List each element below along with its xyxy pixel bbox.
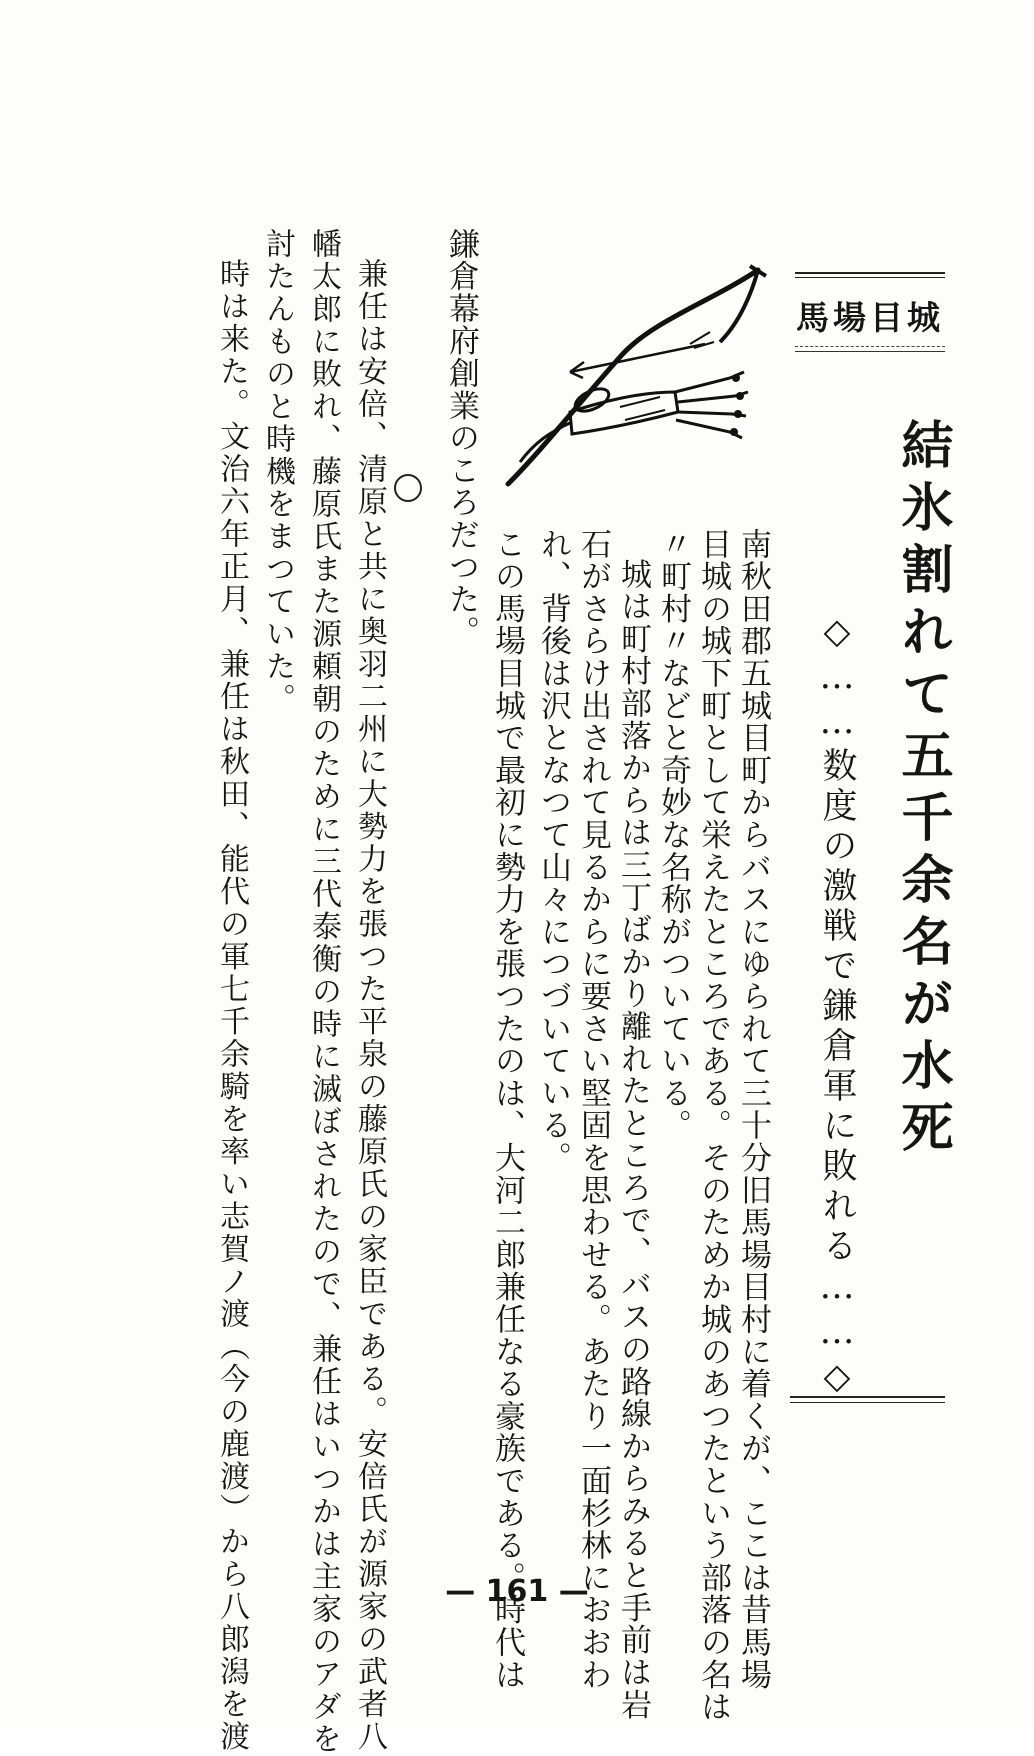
p2-line-1: この馬場目城で最初に勢力を張つたのは、大河二郎兼任なる豪族である。時代は — [489, 528, 525, 1691]
p3-line-3: 討たんものと時機をまつていた。 — [260, 228, 295, 716]
label-rule-top — [795, 272, 945, 274]
label-rule-bottom — [795, 351, 945, 352]
p3-line-4: 時は来た。文治六年正月、兼任は秋田、能代の軍七千余騎を率い志賀ノ渡（今の鹿渡）から八郎潟を渡 — [214, 258, 249, 1753]
subheadline: ◇……数度の激戦で鎌倉軍に敗れる……◇ — [817, 612, 857, 1402]
p1-line-6: れ、背後は沢となつて山々につづいている。 — [535, 528, 571, 1174]
section-label: 馬場目城 — [796, 298, 944, 337]
headline-rule-bottom — [790, 1396, 945, 1398]
arrows-illustration — [500, 262, 770, 492]
label-rule-bottom-dashed — [795, 346, 945, 347]
page-number: — 161 — — [445, 1574, 589, 1609]
section-label-box — [795, 268, 945, 356]
p1-line-2: 目城の城下町として栄えたところである。そのためか城のあつたという部落の名は — [695, 528, 731, 1724]
headline-rule-bottom-thin — [790, 1402, 945, 1403]
arrow-icon — [570, 344, 705, 372]
p3-line-2: 幡太郎に敗れ、藤原氏また源頼朝のために三代泰衡の時に滅ぼされたので、兼任はいつかは主家のアダを — [306, 228, 341, 1756]
p1-line-3: 〃町村〃などと奇妙な名称がついている。 — [655, 528, 691, 1142]
section-break-circle — [394, 474, 422, 502]
p1-line-5: 石がさらけ出されて見るからに要さい堅固を思わせる。あたり一面杉林におおわ — [575, 528, 611, 1691]
label-rule-top-thin — [795, 277, 945, 278]
p1-line-1: 南秋田郡五城目町からバスにゆられて三十分旧馬場目村に着くが、ここは昔馬場 — [735, 528, 771, 1691]
p2-line-2: 鎌倉幕府創業のころだつた。 — [443, 228, 479, 648]
p1-line-4: 城は町村部落からは三丁ばかり離れたところで、バスの路線からみると手前は岩 — [615, 558, 651, 1721]
headline: 結氷割れて五千余名が水死 — [892, 418, 953, 1162]
bow-icon — [508, 270, 758, 484]
p3-line-1: 兼任は安倍、清原と共に奥羽二州に大勢力を張つた平泉の藤原氏の家臣である。安倍氏が源家の武者八 — [352, 258, 387, 1753]
